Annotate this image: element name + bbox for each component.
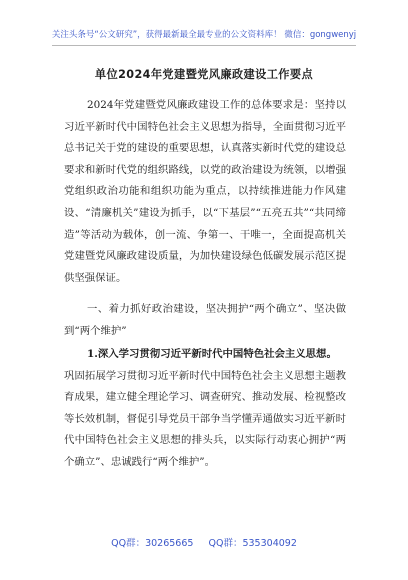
footer-qq-groups: QQ群：30265665 QQ群：535304092	[111, 538, 297, 549]
document-title: 单位2024年党建暨党风廉政建设工作要点	[94, 68, 314, 81]
header-promo-note: 关注头条号“公文研究”，获得最新最全最专业的公文资料库！ 微信：gongwenyj	[51, 30, 357, 40]
intro-paragraph: 2024年党建暨党风廉政建设工作的总体要求是：坚持以习近平新时代中国特色社会主义思想为指导，全面贯彻习近平总书记关于党的建设的重要思想，认真落实新时代党的建设总要求和新时代党的组织路线，以党的政治建设为统领，以增强党组织政治功能和组织功能为重点，以持续推进能力作风建设、“清廉机关”建设为抓手，以“下基层”“五亮五共”“共同缔造”等活动为载体，创一流、争第一、干唯一，全面提高机关党建暨党风廉政建设质量，为加快建设绿色低碳发展示范区提供坚强保证。	[64, 99, 346, 284]
item-1-paragraph	[64, 344, 346, 474]
item-1-heading: 1.深入学习贯彻习近平新时代中国特色社会主义思想。	[87, 348, 337, 360]
item-1-body: 巩固拓展学习贯彻习近平新时代中国特色社会主义思想主题教育成果，建立健全理论学习、调查研究、推动发展、检视整改等长效机制，督促引导党员干部争当学懂弄通做实习近平新时代中国特色社会主义思想的排头兵，以实际行动衷心拥护“两个确立”、忠诚践行“两个维护”。	[64, 369, 346, 468]
section-1-heading: 一、着力抓好政治建设，坚决拥护“两个确立”、坚决做到“两个维护”	[64, 303, 346, 337]
header-divider	[52, 45, 356, 46]
